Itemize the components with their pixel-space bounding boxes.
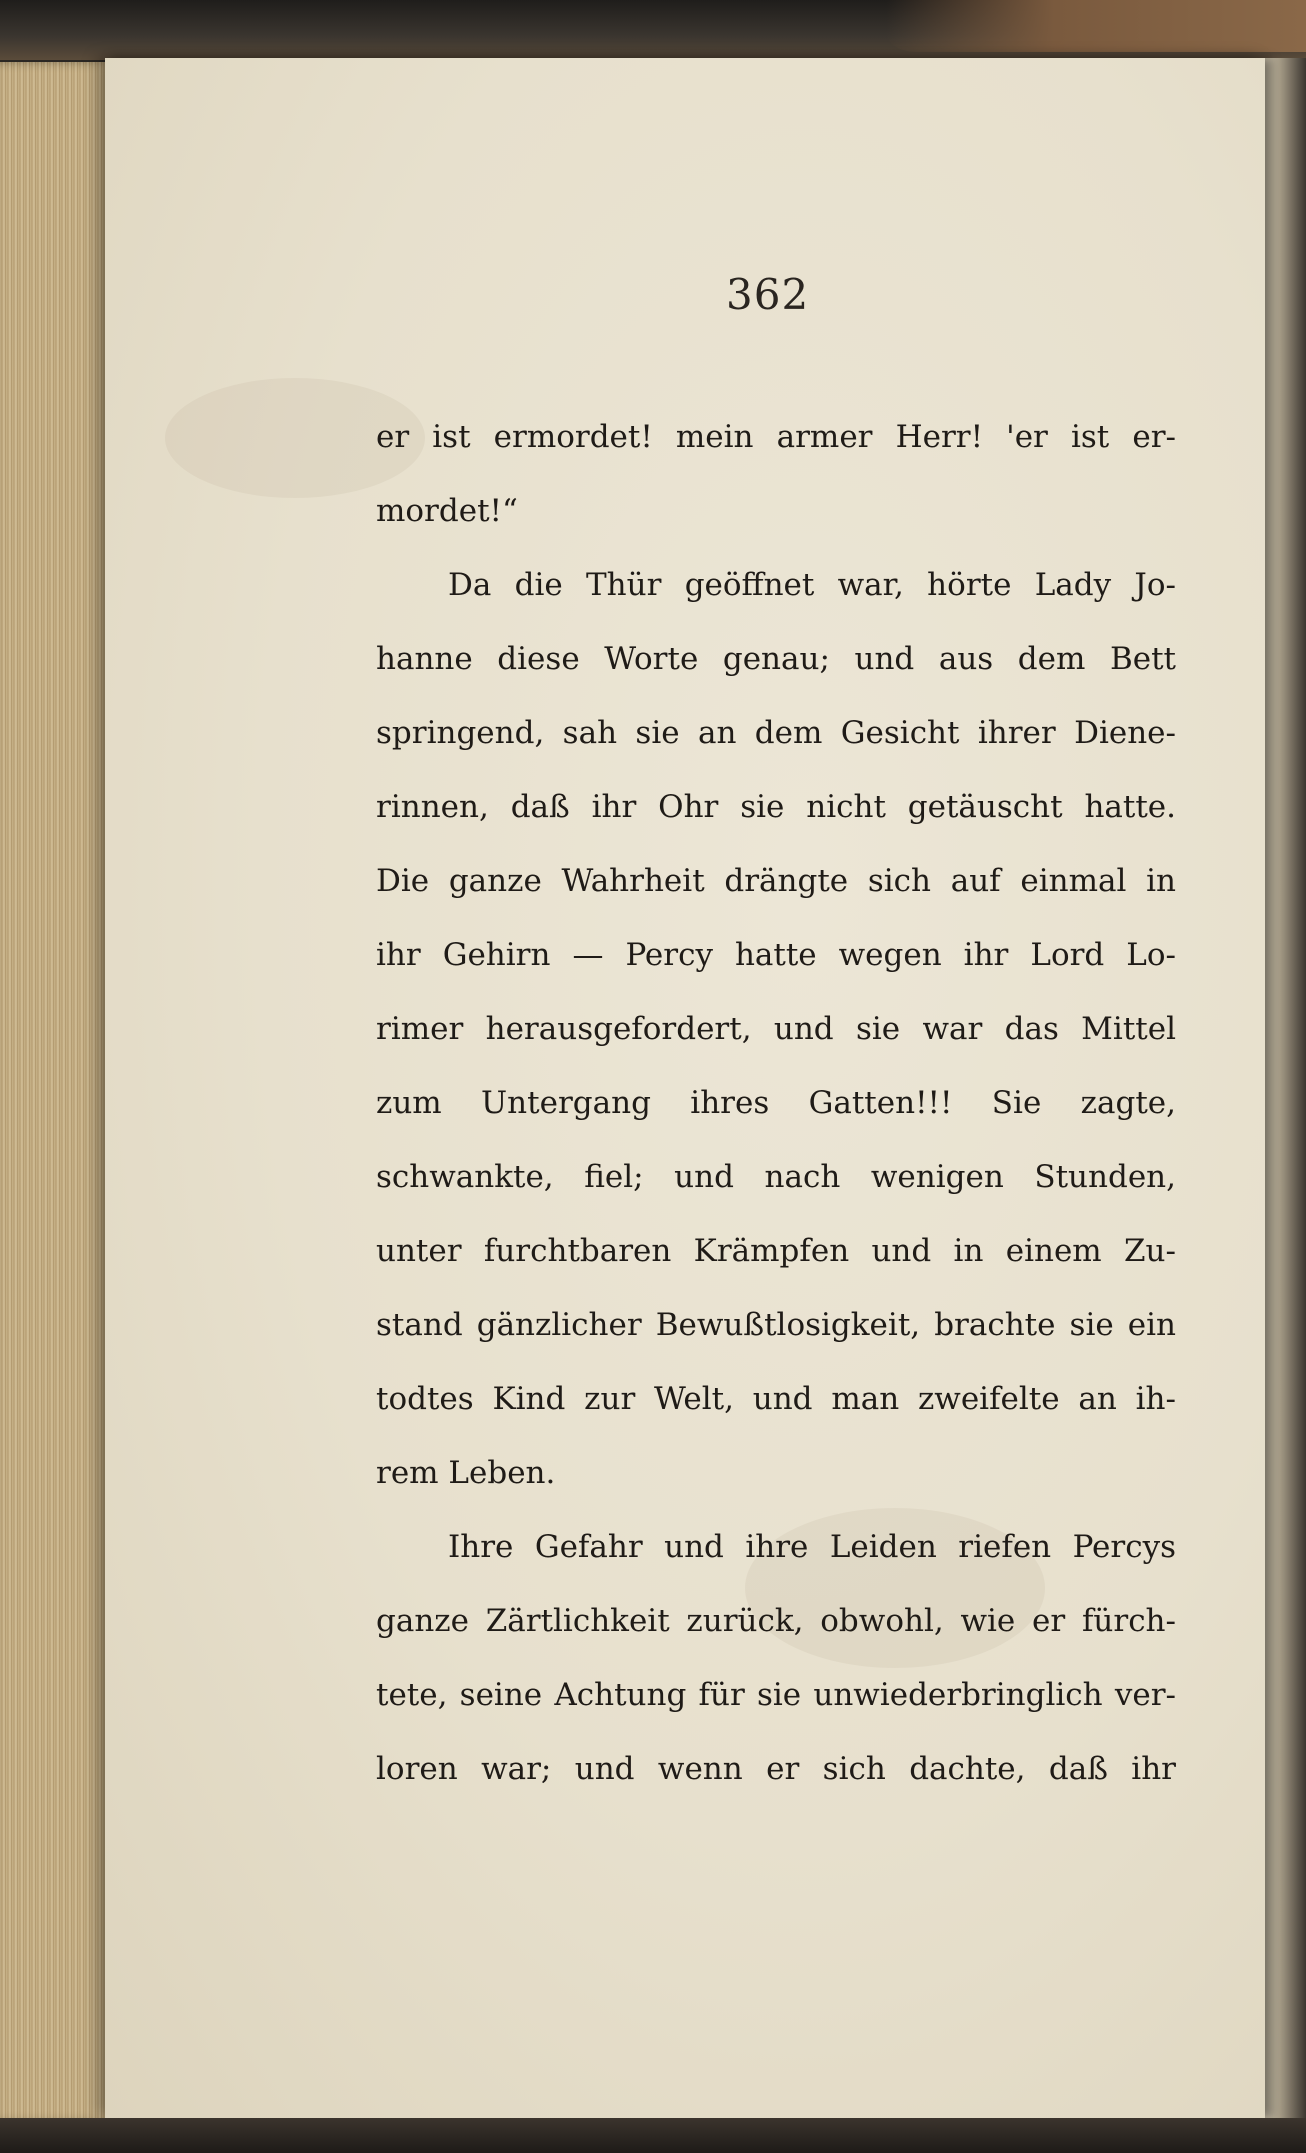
- text-line: rimer herausgefordert, und sie war das Mittel: [376, 1011, 1176, 1047]
- text-line: rem Leben.: [376, 1455, 556, 1491]
- text-line: Die ganze Wahrheit drängte sich auf einmal in: [376, 863, 1176, 899]
- text-line: zum Untergang ihres Gatten!!! Sie zagte,: [376, 1085, 1176, 1121]
- text-line: er ist ermordet! mein armer Herr! 'er ist er-: [376, 419, 1176, 455]
- book-bottom-edge: [0, 2118, 1306, 2153]
- text-line: todtes Kind zur Welt, und man zweifelte an ih-: [376, 1381, 1176, 1417]
- paragraph-start-line: Da die Thür geöffnet war, hörte Lady Jo-: [448, 567, 1176, 603]
- book-right-edge: [1262, 58, 1306, 2153]
- text-line: mordet!“: [376, 493, 518, 529]
- page-number: 362: [726, 270, 810, 319]
- book-top-edge: [0, 0, 1306, 60]
- text-line: springend, sah sie an dem Gesicht ihrer Diene-: [376, 715, 1176, 751]
- text-line: schwankte, fiel; und nach wenigen Stunden,: [376, 1159, 1176, 1195]
- text-line: unter furchtbaren Krämpfen und in einem Zu-: [376, 1233, 1176, 1269]
- text-line: stand gänzlicher Bewußtlosigkeit, brachte sie ein: [376, 1307, 1176, 1343]
- body-text: [376, 400, 1176, 1806]
- text-line: hanne diese Worte genau; und aus dem Bett: [376, 641, 1176, 677]
- text-line: tete, seine Achtung für sie unwiederbringlich ver-: [376, 1677, 1176, 1713]
- worn-cover-edge: [886, 0, 1306, 52]
- text-line: rinnen, daß ihr Ohr sie nicht getäuscht hatte.: [376, 789, 1176, 825]
- text-line: ganze Zärtlichkeit zurück, obwohl, wie er fürch-: [376, 1603, 1176, 1639]
- text-line: ihr Gehirn — Percy hatte wegen ihr Lord Lo-: [376, 937, 1176, 973]
- paragraph-start-line: Ihre Gefahr und ihre Leiden riefen Percys: [448, 1529, 1176, 1565]
- text-line: loren war; und wenn er sich dachte, daß ihr: [376, 1751, 1176, 1787]
